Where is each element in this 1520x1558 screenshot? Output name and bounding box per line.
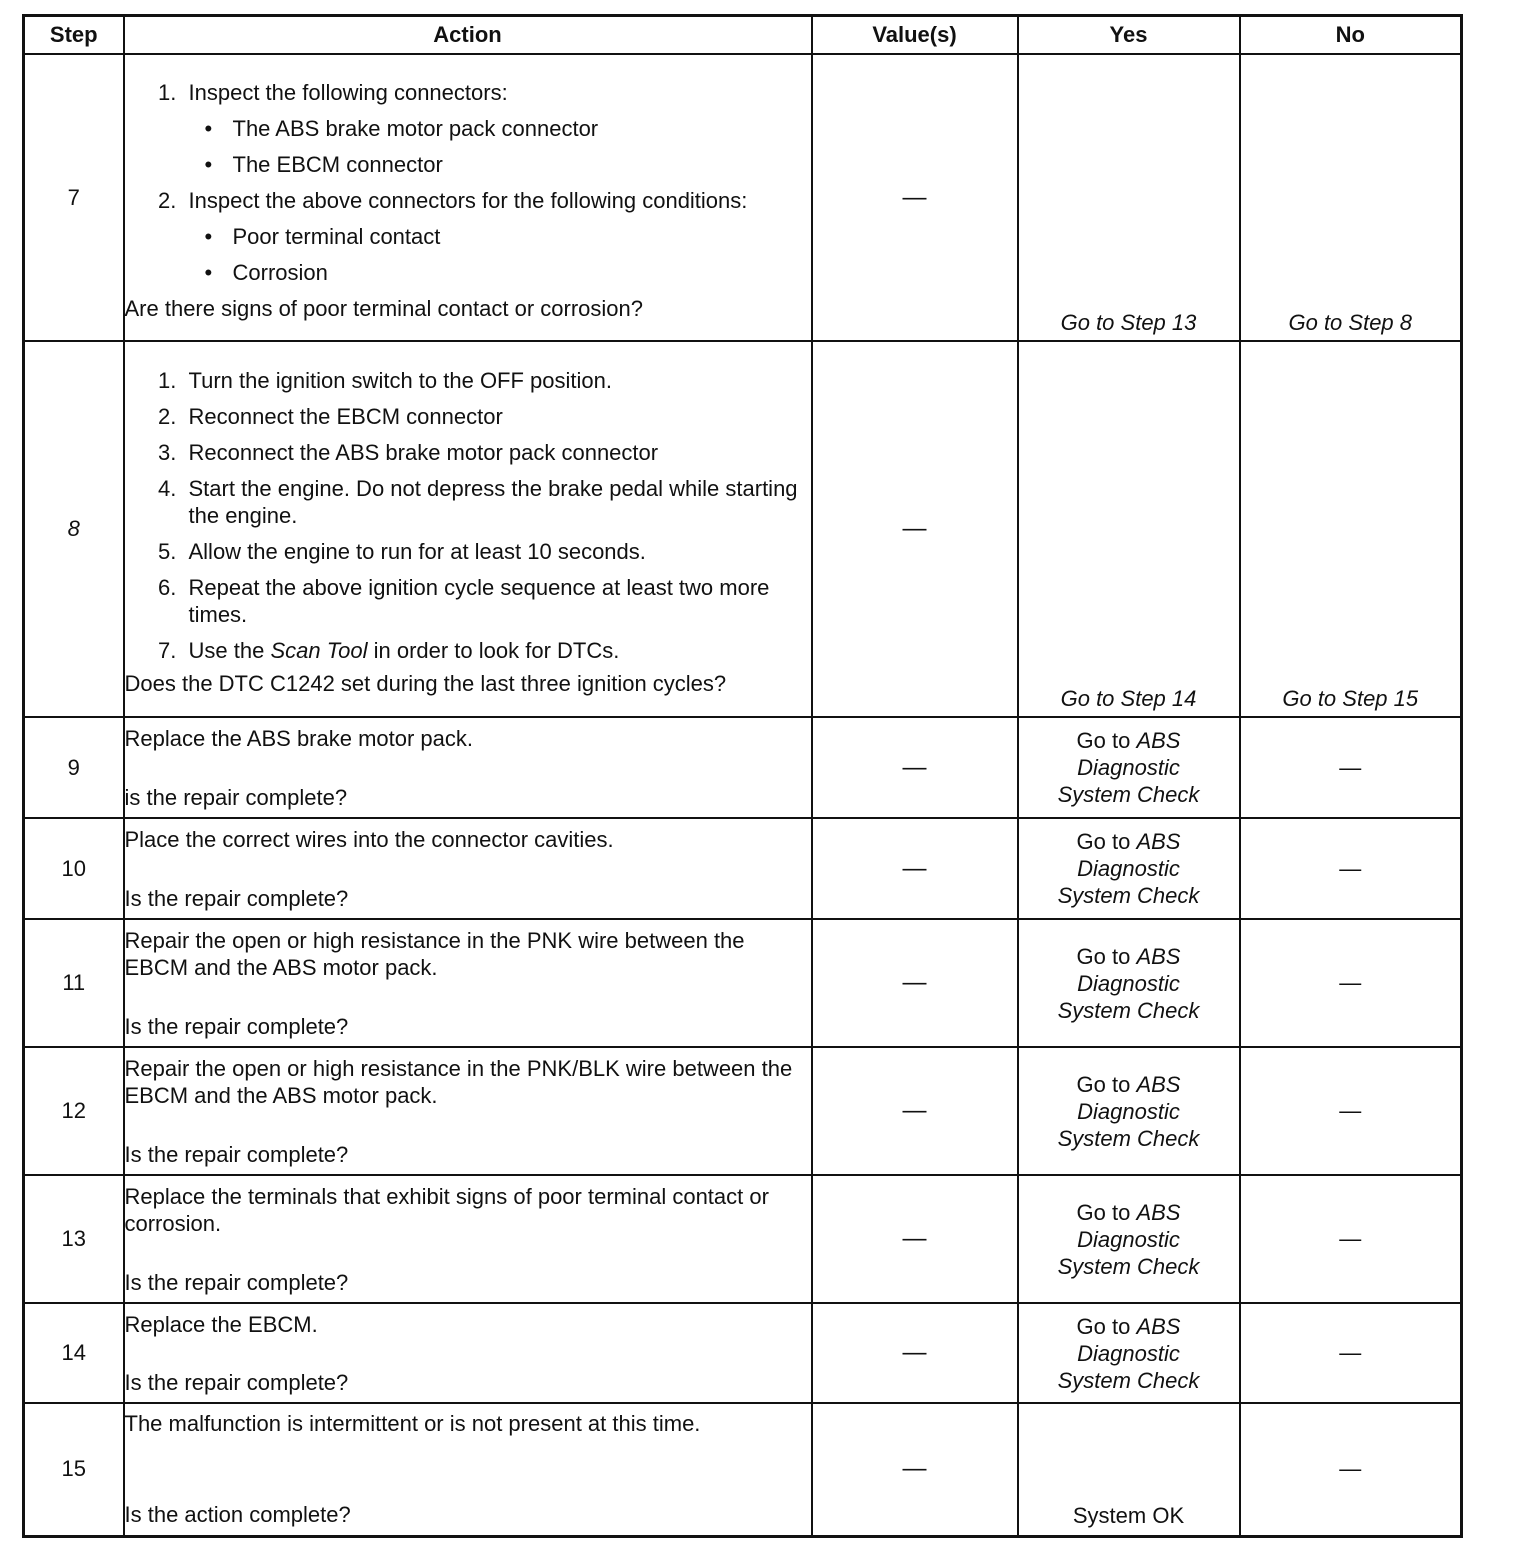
step-number: 15	[24, 1403, 124, 1536]
action-steps	[125, 367, 811, 664]
table-row	[24, 1303, 1462, 1403]
header-values: Value(s)	[812, 16, 1018, 55]
yes-text: Go to	[1076, 1313, 1137, 1339]
yes-text: Diagnostic	[1077, 856, 1180, 881]
yes-cell	[1018, 1303, 1240, 1403]
yes-text: Go to	[1076, 728, 1137, 753]
yes-cell: Go to Step 13	[1018, 54, 1240, 341]
value-cell: —	[812, 1403, 1018, 1536]
yes-cell	[1018, 717, 1240, 818]
action-step-text: Inspect the above connectors for the following conditions:	[188, 188, 748, 213]
action-text: The malfunction is intermittent or is not present at this time.	[124, 1411, 701, 1437]
yes-cell	[1018, 1047, 1240, 1175]
no-cell: Go to Step 8	[1240, 54, 1462, 341]
header-row	[24, 16, 1462, 55]
action-step: 5. Allow the engine to run for at least 10 seconds.	[183, 538, 811, 565]
yes-text: System Check	[1057, 782, 1200, 807]
yes-cell	[1018, 1175, 1240, 1303]
action-cell	[124, 341, 812, 717]
value-cell: —	[812, 919, 1018, 1047]
action-cell	[124, 1175, 812, 1303]
yes-text-abs: ABS	[1136, 943, 1181, 969]
step-number: 10	[24, 818, 124, 919]
action-cell	[124, 54, 812, 341]
header-step: Step	[24, 16, 124, 55]
value-cell: —	[812, 1175, 1018, 1303]
yes-text-abs: ABS	[1136, 728, 1181, 753]
action-question: Is the repair complete?	[124, 1269, 349, 1295]
step-number: 14	[24, 1303, 124, 1403]
yes-text: Diagnostic	[1077, 1340, 1180, 1366]
action-step: 1. Turn the ignition switch to the OFF position.	[183, 367, 811, 394]
value-cell: —	[812, 818, 1018, 919]
action-question: Is the repair complete?	[124, 1369, 349, 1395]
action-cell	[124, 818, 812, 919]
action-step	[183, 187, 811, 286]
yes-text: System Check	[1057, 1125, 1200, 1151]
yes-text: Diagnostic	[1077, 755, 1180, 780]
value-cell: —	[812, 341, 1018, 717]
action-cell	[124, 1047, 812, 1175]
yes-text: System Check	[1057, 997, 1200, 1023]
step-number: 7	[24, 54, 124, 341]
step-number: 13	[24, 1175, 124, 1303]
action-step	[183, 637, 811, 664]
action-text: Place the correct wires into the connector cavities.	[124, 826, 614, 852]
yes-cell	[1018, 919, 1240, 1047]
action-question: Is the repair complete?	[124, 1141, 349, 1167]
no-cell: —	[1240, 1047, 1462, 1175]
no-cell: —	[1240, 717, 1462, 818]
action-step-text: Use the	[188, 638, 271, 663]
action-cell	[124, 717, 812, 818]
yes-text-abs: ABS	[1136, 829, 1181, 854]
action-text: Replace the ABS brake motor pack.	[124, 725, 474, 751]
header-action: Action	[124, 16, 812, 55]
step-number: 9	[24, 717, 124, 818]
table-row	[24, 54, 1462, 341]
table-row	[24, 1403, 1462, 1536]
yes-text: System Check	[1057, 1253, 1200, 1279]
header-yes: Yes	[1018, 16, 1240, 55]
action-substep: • The EBCM connector	[227, 151, 811, 178]
header-no: No	[1240, 16, 1462, 55]
action-question: is the repair complete?	[124, 784, 348, 810]
action-substeps	[189, 223, 811, 286]
action-cell	[124, 1403, 812, 1536]
value-cell: —	[812, 54, 1018, 341]
yes-cell: System OK	[1018, 1403, 1240, 1536]
yes-text: Go to	[1076, 1199, 1137, 1225]
action-question: Is the action complete?	[124, 1502, 351, 1528]
yes-text: Diagnostic	[1077, 970, 1180, 996]
value-cell: —	[812, 1303, 1018, 1403]
value-cell: —	[812, 717, 1018, 818]
action-cell	[124, 1303, 812, 1403]
yes-cell	[1018, 818, 1240, 919]
action-substep: • Poor terminal contact	[227, 223, 811, 250]
action-question: Is the repair complete?	[124, 885, 349, 911]
table-row	[24, 919, 1462, 1047]
action-question: Is the repair complete?	[124, 1013, 349, 1039]
action-question: Does the DTC C1242 set during the last three ignition cycles?	[124, 671, 727, 696]
action-text: Replace the EBCM.	[124, 1311, 318, 1337]
no-cell: —	[1240, 1175, 1462, 1303]
action-substep: • Corrosion	[227, 259, 811, 286]
action-cell	[124, 919, 812, 1047]
no-cell: Go to Step 15	[1240, 341, 1462, 717]
yes-text: Diagnostic	[1077, 1226, 1180, 1252]
yes-text: Go to	[1076, 829, 1137, 854]
table-row	[24, 818, 1462, 919]
yes-text: System Check	[1057, 1367, 1200, 1393]
no-cell: —	[1240, 919, 1462, 1047]
table-row	[24, 1047, 1462, 1175]
table-row	[24, 717, 1462, 818]
no-cell: —	[1240, 1303, 1462, 1403]
action-step: 4. Start the engine. Do not depress the brake pedal while starting the engine.	[183, 475, 811, 529]
diagnostic-table	[22, 14, 1463, 1538]
action-substeps	[189, 115, 811, 178]
table-row	[24, 1175, 1462, 1303]
action-question: Are there signs of poor terminal contact or corrosion?	[124, 296, 643, 321]
action-steps	[125, 79, 811, 286]
action-step	[183, 79, 811, 178]
no-cell: —	[1240, 818, 1462, 919]
value-cell: —	[812, 1047, 1018, 1175]
scan-tool-term: Scan Tool	[270, 638, 368, 663]
yes-cell: Go to Step 14	[1018, 341, 1240, 717]
action-step-text: Inspect the following connectors:	[188, 80, 508, 105]
yes-text: Go to	[1076, 943, 1137, 969]
action-step-text: in order to look for DTCs.	[367, 638, 620, 663]
no-cell: —	[1240, 1403, 1462, 1536]
yes-text: Go to	[1076, 1071, 1137, 1097]
action-substep: • The ABS brake motor pack connector	[227, 115, 811, 142]
action-text: Repair the open or high resistance in the PNK wire between the EBCM and the ABS motor pack.	[124, 927, 745, 980]
yes-text-abs: ABS	[1136, 1313, 1181, 1339]
yes-text: System Check	[1057, 883, 1200, 908]
yes-text-abs: ABS	[1136, 1071, 1181, 1097]
yes-text-abs: ABS	[1136, 1199, 1181, 1225]
action-step: 6. Repeat the above ignition cycle sequence at least two more times.	[183, 574, 811, 628]
step-number: 11	[24, 919, 124, 1047]
table-row	[24, 341, 1462, 717]
diagnostic-table-page	[22, 14, 1463, 1538]
action-text: Repair the open or high resistance in the PNK/BLK wire between the EBCM and the ABS motor pack.	[124, 1055, 793, 1108]
step-number: 8	[24, 341, 124, 717]
action-text: Replace the terminals that exhibit signs of poor terminal contact or corrosion.	[124, 1183, 769, 1236]
action-step: 3. Reconnect the ABS brake motor pack connector	[183, 439, 811, 466]
step-number: 12	[24, 1047, 124, 1175]
yes-text: Diagnostic	[1077, 1098, 1180, 1124]
action-step: 2. Reconnect the EBCM connector	[183, 403, 811, 430]
